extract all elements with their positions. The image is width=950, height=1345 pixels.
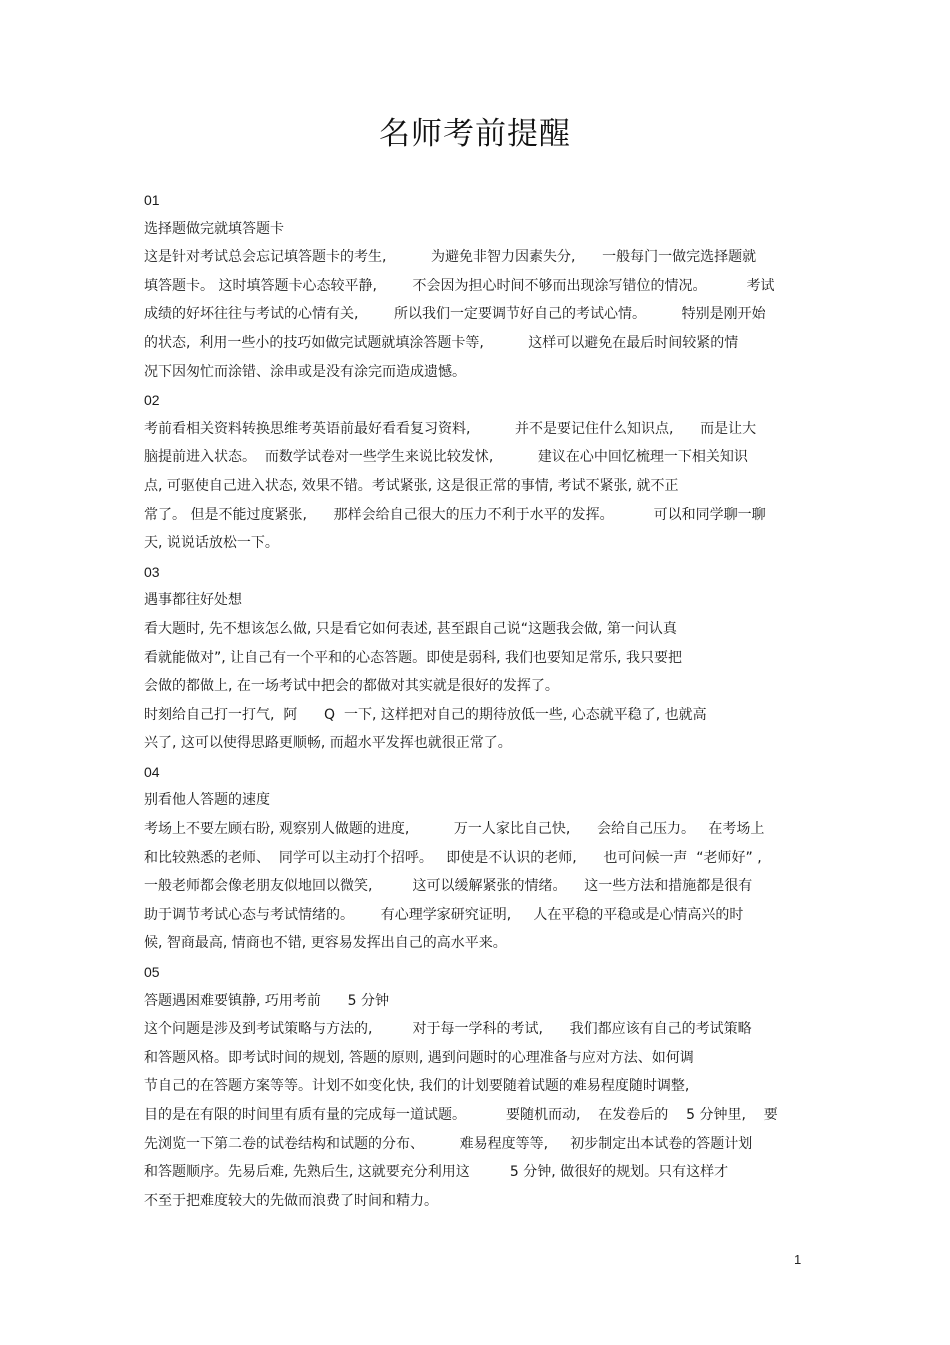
paragraph-line: 点, 可驱使自己进入状态, 效果不错。考试紧张, 这是很正常的事情, 考试不紧张, 就不正 bbox=[144, 477, 679, 494]
section-number: 03 bbox=[144, 563, 160, 580]
section-03 bbox=[144, 558, 814, 758]
page-title: 名师考前提醒 bbox=[379, 116, 571, 152]
paragraph-line: 况下因匆忙而涂错、涂串或是没有涂完而造成遗憾。 bbox=[144, 363, 466, 380]
section-heading: 别看他人答题的速度 bbox=[144, 792, 270, 809]
paragraph-line: 目的是在有限的时间里有质有量的完成每一道试题。 要随机而动, 在发卷后的 5 分钟里, 要 bbox=[144, 1107, 778, 1123]
paragraph-line: 和答题风格。即考试时间的规划, 答题的原则, 遇到问题时的心理准备与应对方法、如何调 bbox=[144, 1049, 694, 1066]
section-02 bbox=[144, 386, 814, 558]
paragraph-line: 的状态, 利用一些小的技巧如做完试题就填涂答题卡等, 这样可以避免在最后时间较紧的情 bbox=[144, 334, 739, 351]
paragraph-line: 这个问题是涉及到考试策略与方法的, 对于每一学科的考试, 我们都应该有自己的考试策略 bbox=[144, 1021, 752, 1038]
paragraph-line: 节自己的在答题方案等等。计划不如变化快, 我们的计划要随着试题的难易程度随时调整, bbox=[144, 1078, 690, 1095]
paragraph-line: 看大题时, 先不想该怎么做, 只是看它如何表述, 甚至跟自己说“这题我会做, 第一问认真 bbox=[144, 620, 677, 637]
section-number: 01 bbox=[144, 192, 160, 208]
paragraph-line: 常了。 但是不能过度紧张, 那样会给自己很大的压力不利于水平的发挥。 可以和同学聊一聊 bbox=[144, 506, 766, 523]
section-heading: 选择题做完就填答题卡 bbox=[144, 220, 284, 237]
document-body bbox=[144, 186, 814, 1215]
section-number: 02 bbox=[144, 392, 160, 409]
page-number: 1 bbox=[794, 1252, 802, 1267]
section-heading: 答题遇困难要镇静, 巧用考前 5 分钟 bbox=[144, 992, 389, 1009]
paragraph-line: 这是针对考试总会忘记填答题卡的考生, 为避免非智力因素失分, 一般每门一做完选择题就 bbox=[144, 249, 757, 266]
section-05 bbox=[144, 958, 814, 1215]
paragraph-line: 会做的都做上, 在一场考试中把会的都做对其实就是很好的发挥了。 bbox=[144, 678, 559, 695]
paragraph-line: 和比较熟悉的老师、 同学可以主动打个招呼。 即使是不认识的老师, 也可问候一声 “老师好” , bbox=[144, 849, 762, 866]
paragraph-line: 成绩的好坏往往与考试的心情有关, 所以我们一定要调节好自己的考试心情。 特别是刚开始 bbox=[144, 306, 766, 323]
paragraph-line: 时刻给自己打一打气, 阿 Q 一下, 这样把对自己的期待放低一些, 心态就平稳了, 也就高 bbox=[144, 706, 707, 723]
paragraph-line: 兴了, 这可以使得思路更顺畅, 而超水平发挥也就很正常了。 bbox=[144, 735, 512, 752]
paragraph-line: 填答题卡。 这时填答题卡心态较平静, 不会因为担心时间不够而出现涂写错位的情况。 考试 bbox=[144, 277, 775, 294]
paragraph-line: 看就能做对”, 让自己有一个平和的心态答题。即使是弱科, 我们也要知足常乐, 我只要把 bbox=[144, 649, 682, 666]
section-number: 04 bbox=[144, 763, 160, 780]
section-01 bbox=[144, 186, 814, 386]
paragraph-line: 助于调节考试心态与考试情绪的。 有心理学家研究证明, 人在平稳的平稳或是心情高兴的时 bbox=[144, 906, 744, 923]
paragraph-line: 考前看相关资料转换思维考英语前最好看看复习资料, 并不是要记住什么知识点, 而是让大 bbox=[144, 420, 757, 437]
paragraph-line: 考场上不要左顾右盼, 观察别人做题的进度, 万一人家比自己快, 会给自己压力。 在考场上 bbox=[144, 821, 765, 838]
paragraph-line: 脑提前进入状态。 而数学试卷对一些学生来说比较发怵, 建议在心中回忆梳理一下相关知识 bbox=[144, 449, 748, 466]
paragraph-line: 天, 说说话放松一下。 bbox=[144, 535, 279, 552]
paragraph-line: 候, 智商最高, 情商也不错, 更容易发挥出自己的高水平来。 bbox=[144, 935, 507, 952]
section-heading: 遇事都往好处想 bbox=[144, 592, 242, 609]
paragraph-line: 一般老师都会像老朋友似地回以微笑, 这可以缓解紧张的情绪。 这一些方法和措施都是很有 bbox=[144, 878, 753, 895]
paragraph-line: 先浏览一下第二卷的试卷结构和试题的分布、 难易程度等等, 初步制定出本试卷的答题计划 bbox=[144, 1135, 753, 1152]
section-number: 05 bbox=[144, 964, 160, 981]
section-04 bbox=[144, 758, 814, 958]
paragraph-line: 不至于把难度较大的先做而浪费了时间和精力。 bbox=[144, 1192, 438, 1209]
paragraph-line: 和答题顺序。先易后难, 先熟后生, 这就要充分利用这 5 分钟, 做很好的规划。只有这样才 bbox=[144, 1164, 729, 1181]
